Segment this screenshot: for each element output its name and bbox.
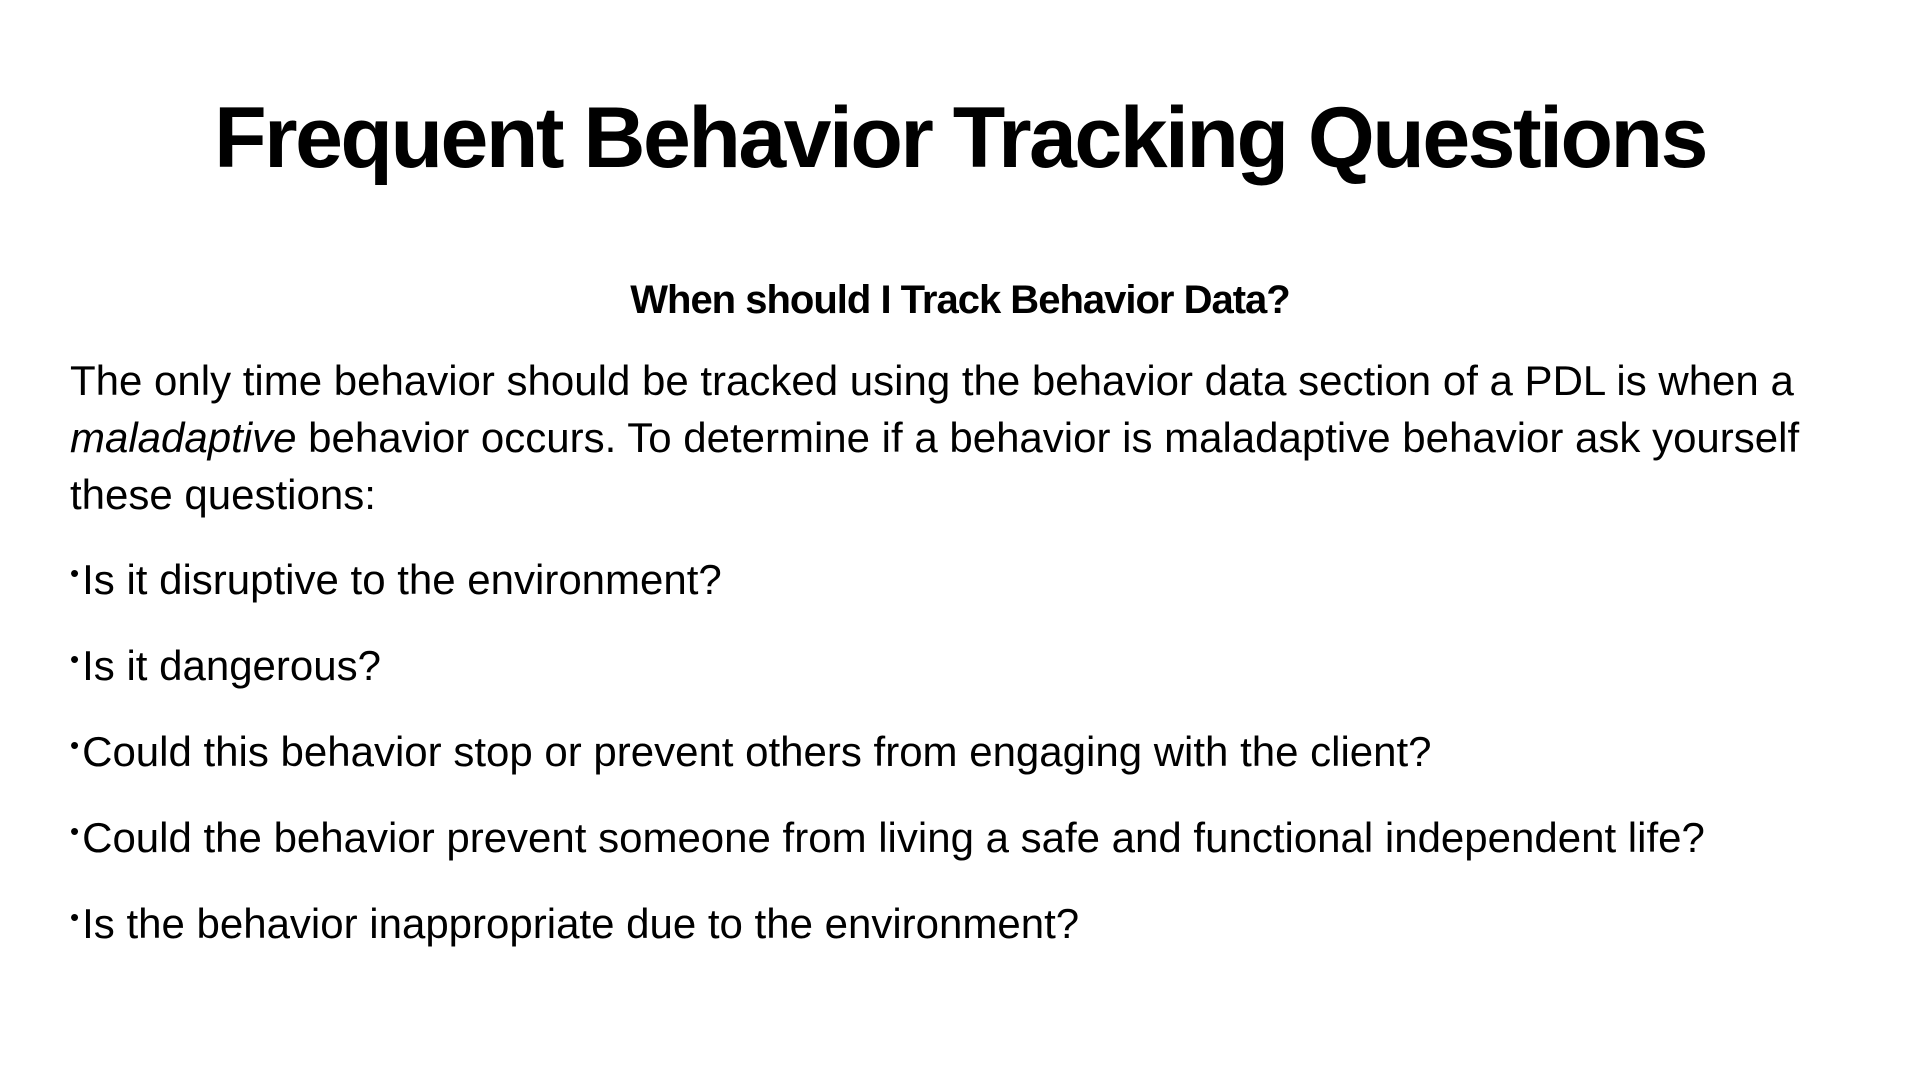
bullet-icon: • — [70, 558, 80, 588]
list-item-text: Is it disruptive to the environment? — [82, 556, 722, 603]
list-item — [70, 803, 1860, 866]
bullet-icon: • — [70, 816, 80, 846]
slide-subtitle: When should I Track Behavior Data? — [630, 278, 1290, 322]
list-item-text: Is it dangerous? — [82, 642, 381, 689]
list-item — [70, 631, 1860, 694]
list-item — [70, 889, 1860, 952]
bullet-icon: • — [70, 730, 80, 760]
list-item — [70, 545, 1860, 608]
list-item-text: Could the behavior prevent someone from living a safe and functional independent life? — [82, 814, 1705, 861]
slide-title: Frequent Behavior Tracking Questions — [214, 90, 1706, 186]
list-item — [70, 717, 1860, 780]
list-item-text: Could this behavior stop or prevent others from engaging with the client? — [82, 728, 1432, 775]
bullet-icon: • — [70, 644, 80, 674]
intro-emphasis: maladaptive — [70, 414, 297, 461]
list-item-text: Is the behavior inappropriate due to the environment? — [82, 900, 1080, 947]
question-list — [70, 545, 1860, 952]
intro-text-part-2: behavior occurs. To determine if a behavior is maladaptive behavior ask yourself these questions: — [70, 414, 1800, 518]
intro-text-part-1: The only time behavior should be tracked using the behavior data section of a PDL is when a — [70, 357, 1794, 404]
bullet-icon: • — [70, 902, 80, 932]
intro-paragraph — [70, 352, 1860, 523]
slide-body — [70, 352, 1860, 975]
